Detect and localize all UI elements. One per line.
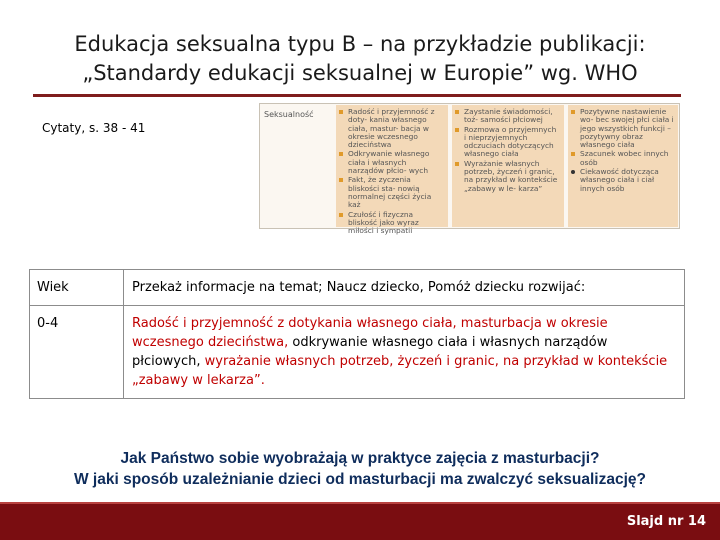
citation-label: Cytaty, s. 38 - 41 <box>42 121 146 135</box>
question-block <box>0 448 720 490</box>
scan-item: Szacunek wobec innych osób <box>580 150 674 167</box>
topic-table <box>29 269 685 399</box>
title-divider <box>33 94 681 97</box>
row-text-plain: odkrywanie własnego ciała i własnych narządów płciowych, <box>132 335 608 369</box>
scan-item: Pozytywne nastawienie wo- bec swojej płci ciała i jego wszystkich funkcji – pozytywny obraz własnego ciała <box>580 107 674 150</box>
table-row <box>30 306 685 399</box>
scan-item: Fakt, że zyczenia bliskości sta- nowią normalnej części życia każ <box>348 176 444 209</box>
question-line2: W jaki sposób uzależnianie dzieci od masturbacji ma zwalczyć seksualizację? <box>74 471 646 488</box>
scan-item: Radość i przyjemność z doty- kania własnego ciała, mastur- bacja w okresie wczesnego dzieciństwa <box>348 108 444 149</box>
footer-bar <box>0 502 720 540</box>
row-text-highlight-2: wyrażanie własnych potrzeb, życzeń i granic, na przykład w kontekście „zabawy w lekarza”. <box>132 354 668 388</box>
question-line1: Jak Państwo sobie wyobrażają w praktyce zajęcia z masturbacji? <box>120 450 600 467</box>
scan-item: Wyrażanie własnych potrzeb, życzeń i granic, na przykład w kontekście „zabawy w le- karza” <box>464 160 560 193</box>
table-header-row <box>30 270 685 306</box>
footer-divider <box>0 502 720 504</box>
scan-item: Ciekawość dotycząca własnego ciała i ciał innych osób <box>580 168 674 193</box>
slide-title <box>0 30 720 88</box>
scan-column-3 <box>568 105 678 227</box>
scan-item: Rozmowa o przyjemnych i nieprzyjemnych odczuciach dotyczących własnego ciała <box>464 126 560 159</box>
row-text-highlight-1: Radość i przyjemność z dotykania własnego ciała, masturbacja w okresie wczesnego dzieciństwa, <box>132 316 608 350</box>
scan-item: Zaystanie świadomości, toż- samości płciowej <box>464 108 560 125</box>
header-age: Wiek <box>30 270 124 306</box>
row-text <box>124 306 685 399</box>
slide-title-line1: Edukacja seksualna typu B – na przykładzie publikacji: <box>74 32 646 56</box>
scan-column-2 <box>452 105 564 227</box>
scan-row-label: Seksualność <box>264 110 314 119</box>
row-age: 0-4 <box>30 306 124 399</box>
scan-column-1 <box>336 105 448 236</box>
header-text: Przekaż informacje na temat; Naucz dziecko, Pomóż dziecku rozwijać: <box>124 270 685 306</box>
slide-title-line2: „Standardy edukacji seksualnej w Europie” wg. WHO <box>82 61 638 85</box>
slide-number: Slajd nr 14 <box>626 514 706 529</box>
scanned-excerpt <box>259 103 680 236</box>
scan-item: Czułość i fizyczna bliskość jako wyraz miłości i sympatii <box>348 211 444 236</box>
scan-item: Odkrywanie własnego ciała i własnych narządów płcio- wych <box>348 150 444 175</box>
